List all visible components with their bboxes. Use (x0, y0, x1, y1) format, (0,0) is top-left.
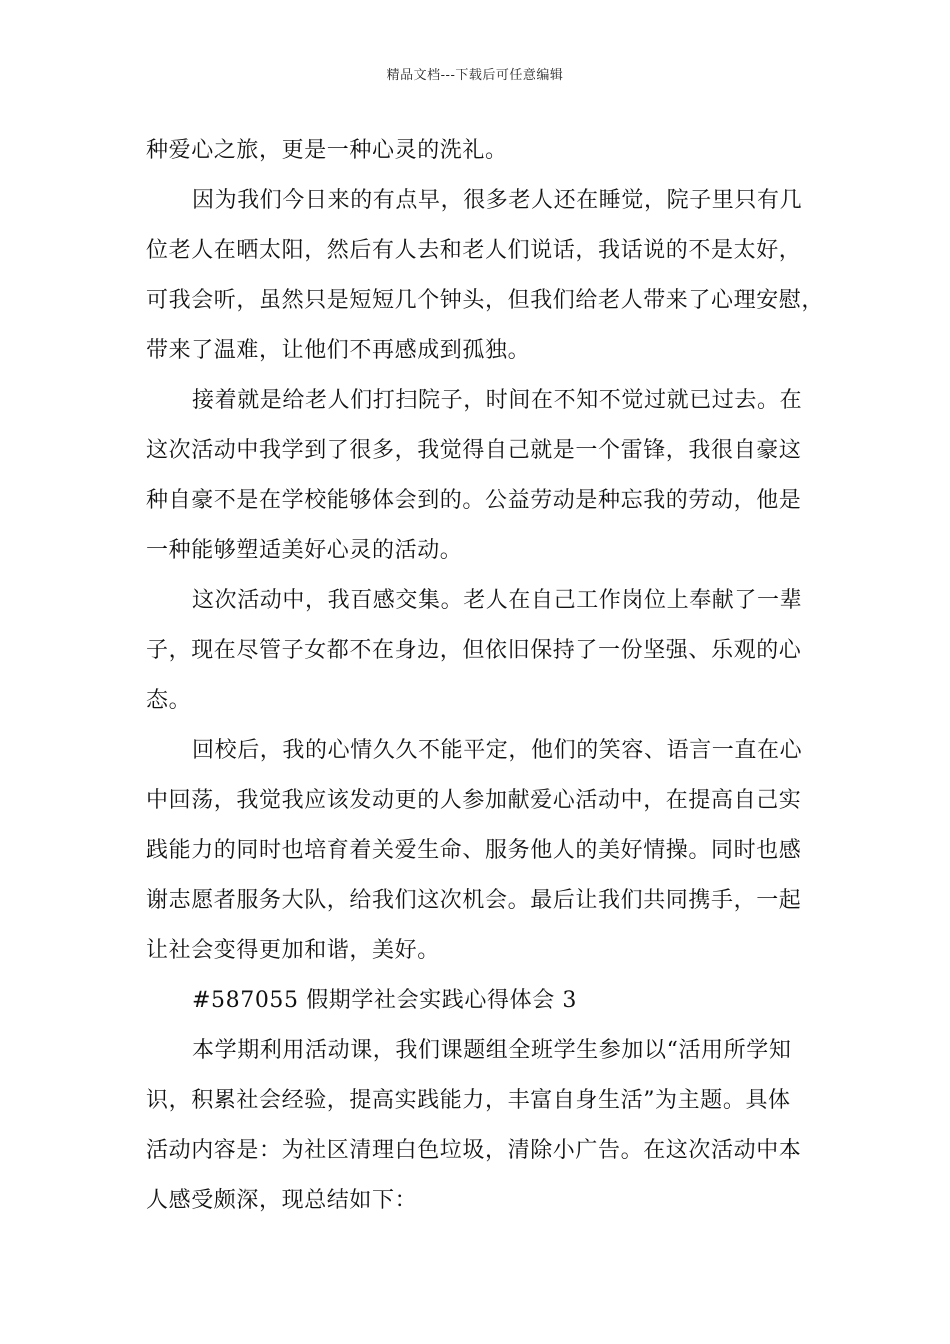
text-line: 带来了温难，让他们不再感成到孤独。 (146, 338, 531, 363)
section-heading: #587055 假期学社会实践心得体会 3 (192, 988, 578, 1013)
text-line: 一种能够塑适美好心灵的活动。 (146, 538, 463, 563)
document-body (146, 126, 836, 1226)
text-line: 种自豪不是在学校能够体会到的。公益劳动是种忘我的劳动，他是 (146, 488, 802, 513)
paragraph-start-line: 回校后，我的心情久久不能平定，他们的笑容、语言一直在心 (192, 738, 803, 763)
text-line: 中回荡，我觉我应该发动更的人参加献爱心活动中，在提高自己实 (146, 788, 802, 813)
text-line: 位老人在晒太阳，然后有人去和老人们说话，我话说的不是太好， (146, 238, 802, 263)
text-line: 践能力的同时也培育着关爱生命、服务他人的美好情操。同时也感 (146, 838, 802, 863)
paragraph-start-line: 这次活动中，我百感交集。老人在自己工作岗位上奉献了一辈 (192, 588, 803, 613)
page-header: 精品文档---下载后可任意编辑 (386, 68, 564, 83)
paragraph-start-line: 本学期利用活动课，我们课题组全班学生参加以“活用所学知 (192, 1038, 792, 1063)
text-line: 人感受颇深，现总结如下： (146, 1188, 418, 1213)
text-line: 识，积累社会经验，提高实践能力，丰富自身生活”为主题。具体 (146, 1088, 791, 1113)
text-line: 谢志愿者服务大队，给我们这次机会。最后让我们共同携手，一起 (146, 888, 802, 913)
text-line: 可我会听，虽然只是短短几个钟头，但我们给老人带来了心理安慰， (146, 288, 825, 313)
text-line: 活动内容是：为社区清理白色垃圾，清除小广告。在这次活动中本 (146, 1138, 802, 1163)
text-line: 态。 (146, 688, 192, 713)
text-line: 这次活动中我学到了很多，我觉得自己就是一个雷锋，我很自豪这 (146, 438, 802, 463)
paragraph-start-line: 接着就是给老人们打扫院子，时间在不知不觉过就已过去。在 (192, 388, 803, 413)
paragraph-start-line: 因为我们今日来的有点早，很多老人还在睡觉，院子里只有几 (192, 188, 803, 213)
text-line: 种爱心之旅，更是一种心灵的洗礼。 (146, 138, 508, 163)
text-line: 子，现在尽管子女都不在身边，但依旧保持了一份坚强、乐观的心 (146, 638, 802, 663)
text-line: 让社会变得更加和谐，美好。 (146, 938, 440, 963)
